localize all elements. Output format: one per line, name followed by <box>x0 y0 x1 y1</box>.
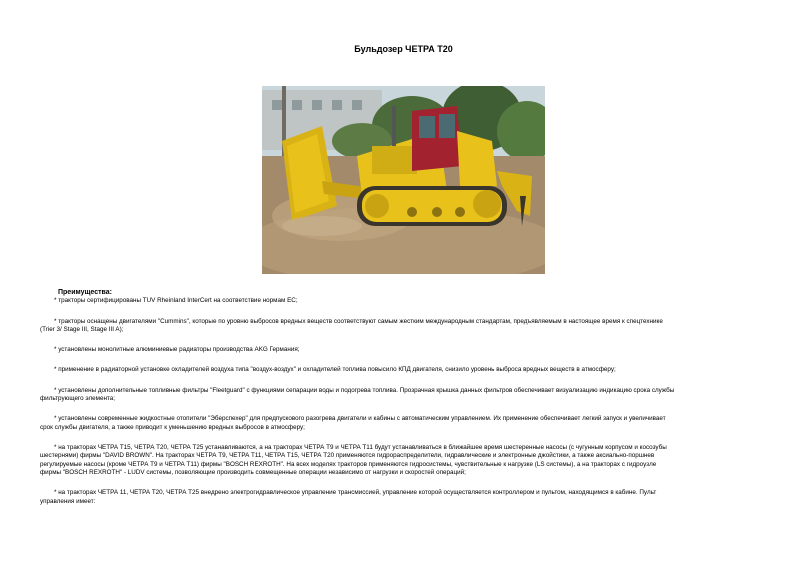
advantage-line: (Trier 3/ Stage III, Stage III A); <box>40 326 124 334</box>
advantage-line: регулируемые насосы (кроме ЧЕТРА Т9 и ЧЕТРА Т11) фирмы "BOSCH REXROTH". На всех моделях тракторов применяются гидросистемы, чувствительные к нагрузке (LS системы), а на тракторах с гидроузле <box>40 460 657 468</box>
advantage-line: срок службы двигателя, а также приводит к уменьшению вредных выбросов в атмосферу; <box>40 423 305 431</box>
advantage-line: * применение в радиаторной установке охладителей воздуха типа "воздух-воздух" и охладителей топлива повысило КПД двигателя, снизило уровень выброса вредных веществ в атмосферу; <box>54 366 616 374</box>
advantage-line: фильтрующего элемента; <box>40 395 115 403</box>
advantage-item <box>40 444 807 478</box>
bulldozer-illustration <box>262 86 545 274</box>
advantage-item <box>40 297 807 305</box>
advantage-line: шестернями) фирмы "DAVID BROWN". На тракторах ЧЕТРА Т9, ЧЕТРА Т11, ЧЕТРА Т15, ЧЕТРА Т20 применяются гидрораспределители, гидравлические и электронные джойстики, а также аксиально-поршнев <box>40 452 655 460</box>
advantage-item <box>40 387 807 404</box>
advantage-line: * установлены монолитные алюминиевые радиаторы производства AKG Германия; <box>54 346 300 354</box>
advantage-line: фирмы "BOSCH REXROTH" - LUDV системы, позволяющие производить совмещенные операции независимо от нагрузки и скоростей операций; <box>40 469 466 477</box>
advantage-item <box>40 366 807 374</box>
advantage-item <box>40 489 807 506</box>
advantage-line: * на тракторах ЧЕТРА 11, ЧЕТРА Т20, ЧЕТРА Т25 внедрено электрогидравлическое управление трансмиссией, управление которой осуществляется контроллером и пультом, находящимся в кабине. Пульт <box>54 489 657 497</box>
advantage-line: * тракторы сертифицированы TUV Rheinland InterCert на соответствие нормам ЕС; <box>54 297 298 305</box>
page-title: Бульдозер ЧЕТРА Т20 <box>354 44 453 54</box>
advantage-line: * установлены современные жидкостные отопители "Эберспехер" для предпускового разогрева двигатели и кабины с автоматическим управлением. Их применение обеспечивает легкий запуск и увеличивает <box>54 415 666 423</box>
advantage-item <box>40 346 807 354</box>
advantage-line: управления имеет: <box>40 497 96 505</box>
bulldozer-photo <box>262 86 545 274</box>
advantage-item <box>40 318 807 335</box>
advantage-line: * на тракторах ЧЕТРА Т15, ЧЕТРА Т20, ЧЕТРА Т25 устанавливаются, а на тракторах ЧЕТРА Т9 и ЧЕТРА Т11 будут устанавливаться в ближайшее время шестеренные насосы (с чугунным корпусом и косозубы <box>54 443 667 451</box>
advantage-line: * тракторы оснащены двигателями "Cummins", которые по уровню выбросов вредных веществ соответствуют самым жестким международным стандартам, предъявляемым в настоящее время к спецтехнике <box>54 317 663 325</box>
advantages-list <box>40 297 807 506</box>
advantages-section <box>40 289 807 518</box>
advantages-heading: Преимущества: <box>58 289 112 296</box>
advantage-item <box>40 415 807 432</box>
advantage-line: * установлены дополнительные топливные фильтры "Fleetguard" с функциями сепарации воды и подогрева топлива. Прозрачная крышка данных фильтров обеспечивает визуализацию индикацию срока службы <box>54 386 675 394</box>
